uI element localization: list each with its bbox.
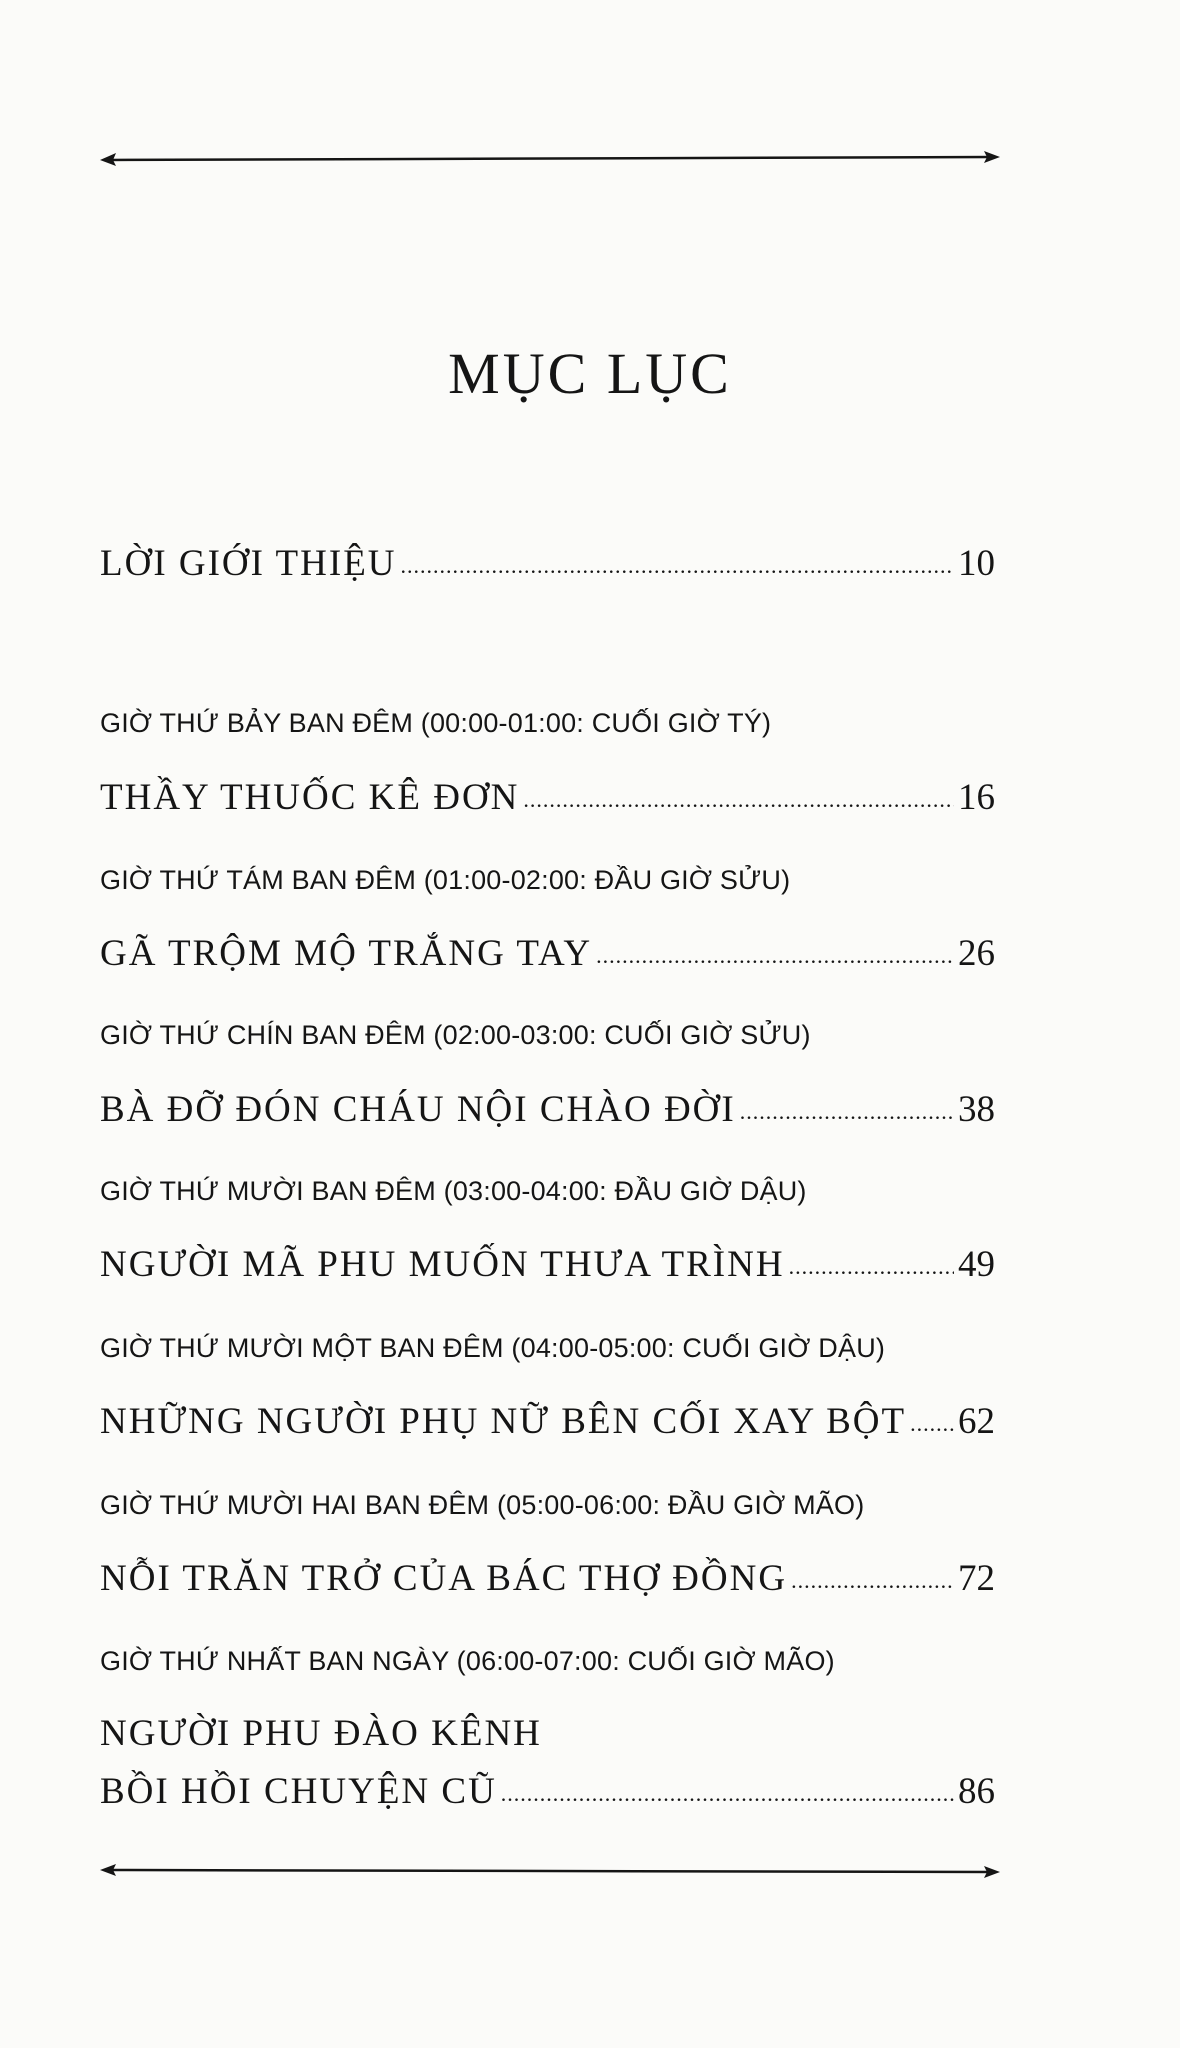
toc-leader-dots bbox=[523, 787, 954, 813]
toc-entry-title: NHỮNG NGƯỜI PHỤ NỮ BÊN CỐI XAY BỘT bbox=[100, 1401, 907, 1442]
toc-leader-dots bbox=[910, 1411, 954, 1437]
toc-entry-page: 10 bbox=[958, 543, 995, 584]
toc-entry-subtitle: GIỜ THỨ BẢY BAN ĐÊM (00:00-01:00: CUỐI GIỜ TÝ) bbox=[100, 708, 772, 738]
toc-entry-subtitle: GIỜ THỨ MƯỜI HAI BAN ĐÊM (05:00-06:00: ĐẦU GIỜ MÃO) bbox=[100, 1490, 865, 1520]
toc-entry-title: THẦY THUỐC KÊ ĐƠN bbox=[100, 777, 520, 818]
toc-entry-intro[interactable] bbox=[100, 542, 995, 585]
toc-leader-dots bbox=[401, 553, 954, 579]
toc-entry-title: NGƯỜI MÃ PHU MUỐN THƯA TRÌNH bbox=[100, 1244, 785, 1285]
toc-entry-page: 38 bbox=[958, 1089, 995, 1130]
toc-entry-title-line1: NGƯỜI PHU ĐÀO KÊNH bbox=[100, 1713, 542, 1754]
toc-entry-3[interactable] bbox=[100, 1088, 995, 1131]
toc-entry-page: 16 bbox=[958, 777, 995, 818]
toc-entry-subtitle: GIỜ THỨ MƯỜI MỘT BAN ĐÊM (04:00-05:00: CUỐI GIỜ DẬU) bbox=[100, 1333, 886, 1363]
toc-leader-dots bbox=[740, 1099, 954, 1125]
toc-leader-dots bbox=[789, 1254, 954, 1280]
toc-entry-title: LỜI GIỚI THIỆU bbox=[100, 543, 397, 584]
toc-entry-title: BỒI HỒI CHUYỆN CŨ bbox=[100, 1771, 497, 1812]
toc-leader-dots bbox=[501, 1781, 954, 1807]
toc-entry-1[interactable] bbox=[100, 776, 995, 819]
toc-entry-subtitle: GIỜ THỨ TÁM BAN ĐÊM (01:00-02:00: ĐẦU GIỜ SỬU) bbox=[100, 865, 791, 895]
toc-entry-subtitle: GIỜ THỨ CHÍN BAN ĐÊM (02:00-03:00: CUỐI GIỜ SỬU) bbox=[100, 1020, 811, 1050]
toc-leader-dots bbox=[596, 943, 954, 969]
toc-leader-dots bbox=[791, 1568, 954, 1594]
toc-entry-6[interactable] bbox=[100, 1557, 995, 1600]
toc-entry-7[interactable] bbox=[100, 1770, 995, 1813]
bottom-arrow-rule bbox=[100, 1862, 1000, 1882]
page-title: MỤC LỤC bbox=[448, 341, 732, 406]
toc-entry-page: 72 bbox=[958, 1558, 995, 1599]
toc-entry-title: GÃ TRỘM MỘ TRẮNG TAY bbox=[100, 933, 593, 974]
toc-entry-5[interactable] bbox=[100, 1400, 995, 1443]
toc-entry-page: 62 bbox=[958, 1401, 995, 1442]
top-arrow-rule bbox=[100, 150, 1000, 170]
toc-entry-4[interactable] bbox=[100, 1243, 995, 1286]
toc-entry-subtitle: GIỜ THỨ MƯỜI BAN ĐÊM (03:00-04:00: ĐẦU GIỜ DẬU) bbox=[100, 1176, 807, 1206]
toc-entry-page: 26 bbox=[958, 933, 995, 974]
toc-entry-page: 49 bbox=[958, 1244, 995, 1285]
toc-entry-subtitle: GIỜ THỨ NHẤT BAN NGÀY (06:00-07:00: CUỐI GIỜ MÃO) bbox=[100, 1646, 835, 1676]
toc-entry-page: 86 bbox=[958, 1771, 995, 1812]
toc-entry-title: NỖI TRĂN TRỞ CỦA BÁC THỢ ĐỒNG bbox=[100, 1558, 788, 1599]
toc-entry-title: BÀ ĐỠ ĐÓN CHÁU NỘI CHÀO ĐỜI bbox=[100, 1089, 736, 1130]
toc-entry-2[interactable] bbox=[100, 932, 995, 975]
